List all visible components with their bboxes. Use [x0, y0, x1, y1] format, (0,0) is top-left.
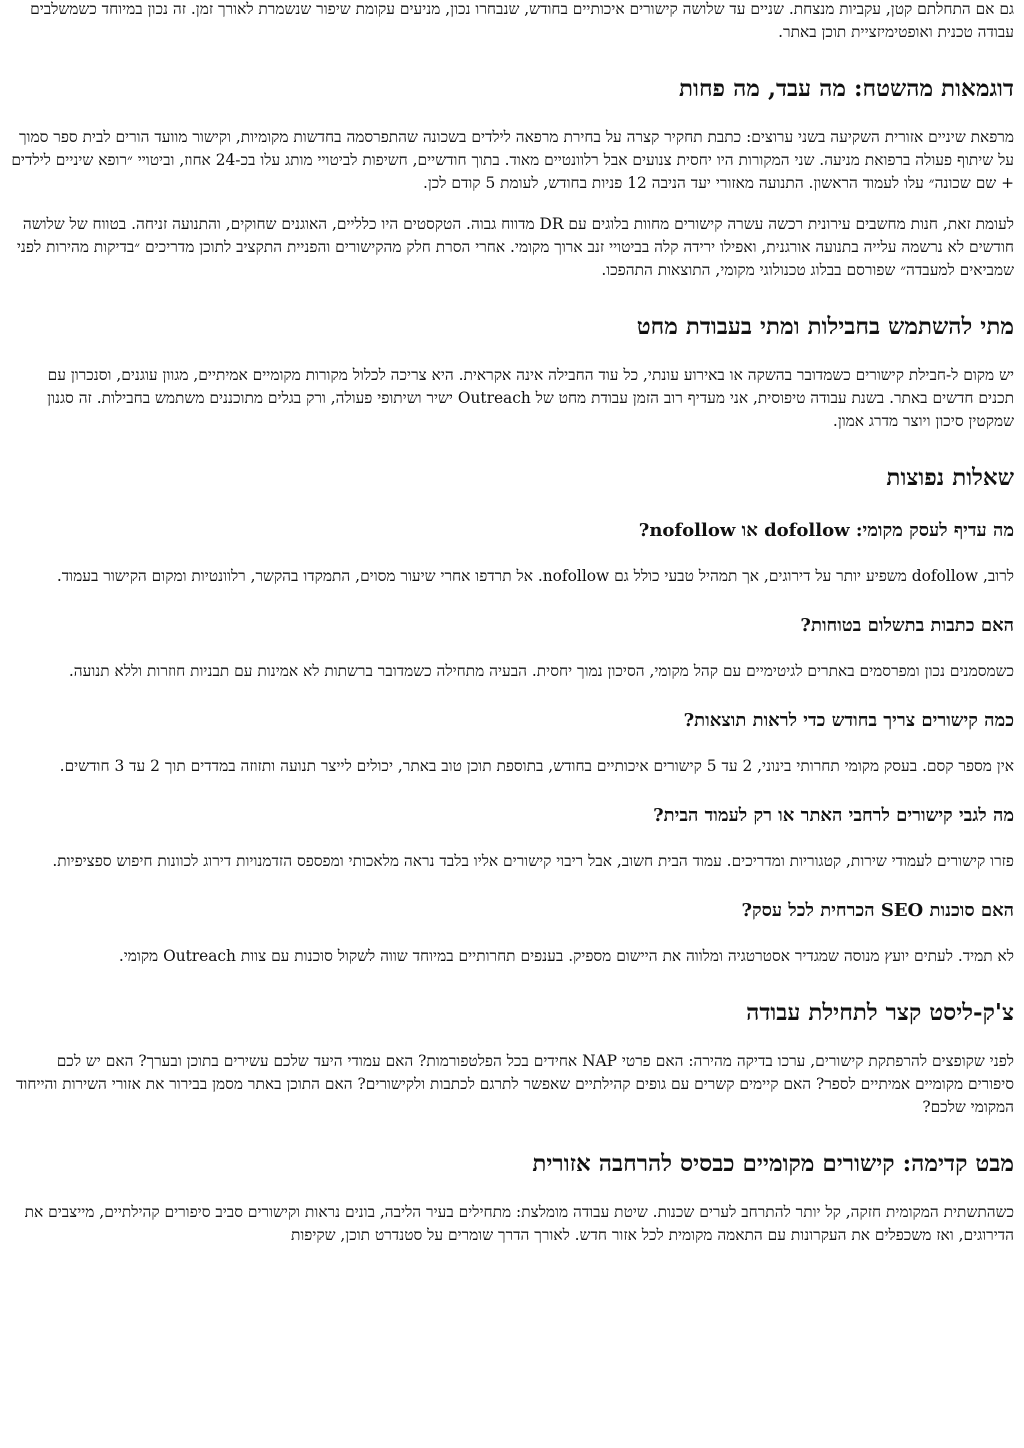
faq-answer-4: פזרו קישורים לעמודי שירות, קטגוריות ומדריכים. עמוד הבית חשוב, אבל ריבוי קישורים אליו בלבד נראה מלאכותי ומפספס הזדמנויות דירוג לכוונות חיפוש ספציפיות. — [52, 852, 1014, 870]
checklist-paragraph: לפני שקופצים להרפתקת קישורים, ערכו בדיקה מהירה: האם פרטי NAP אחידים בכל הפלטפורמות? האם עמודי היעד שלכם עשירים בתוכן ובערך? האם יש לכם סיפורים מקומיים אמיתיים לספר? האם קיימים קשרים עם גופים קהילתיים שאפשר לתרגם לכתבות ולקישורים? האם התוכן באתר מסמן בבירור את אזורי השירות והייחוד המקומי שלכם? — [16, 1052, 1014, 1116]
faq-question-5: האם סוכנות SEO הכרחית לכל עסק? — [741, 900, 1014, 921]
faq-question-2: האם כתבות בתשלום בטוחות? — [800, 615, 1014, 636]
outlook-paragraph: כשהתשתית המקומית חזקה, קל יותר להתרחב לערים שכנות. שיטת עבודה מומלצת: מתחילים בעיר הליבה, בונים נראות וקישורים סביב סיפורים קהילתיים, מייצבים את הדירוגים, ואז משכפלים את העקרונות עם התאמה מקומית לכל אזור חדש. לאורך הדרך שומרים על סטנדרט תוכן, שקיפות — [24, 1203, 1014, 1244]
faq-question-4: מה לגבי קישורים לרחבי האתר או רק לעמוד הבית? — [653, 805, 1014, 826]
article — [10, 0, 1014, 1247]
faq-question-1: מה עדיף לעסק מקומי: dofollow או nofollow? — [638, 520, 1014, 541]
faq-answer-3: אין מספר קסם. בעסק מקומי תחרותי בינוני, 2 עד 5 קישורים איכותיים בחודש, בתוספת תוכן טוב באתר, יכולים לייצר תנועה ותזוזה במדדים תוך 2 עד 3 חודשים. — [59, 757, 1014, 775]
examples-paragraph-2: לעומת זאת, חנות מחשבים עירונית רכשה עשרה קישורים מחוות בלוגים עם DR מדווח גבוה. הטקסטים היו כלליים, האוגנים שחוקים, והתנועה זניחה. בטווח של שלושה חודשים לא נרשמה עלייה בתנועה אורגנית, ואפילו ירידה קלה בביטויי זנב ארוך מקומי. אחרי הסרת חלק מהקישורים והפניית התקציב לתוכן מדריכים ״בדיקות מהירות לפני שמביאים למעבדה״ שפורסם בבלוג טכנולוגי מקומי, התוצאות התהפכו. — [16, 215, 1014, 279]
faq-answer-1: לרוב, dofollow משפיע יותר על דירוגים, אך תמהיל טבעי כולל גם nofollow. אל תרדפו אחרי שיעור מסוים, התמקדו בהקשר, רלוונטיות ומקום הקישור בעמוד. — [56, 567, 1014, 585]
faq-question-3: כמה קישורים צריך בחודש כדי לראות תוצאות? — [683, 710, 1014, 731]
section-heading-when: מתי להשתמש בחבילות ומתי בעבודת מחט — [636, 313, 1014, 340]
when-paragraph: יש מקום ל-חבילת קישורים כשמדובר בהשקה או באירוע עונתי, כל עוד החבילה אינה אקראית. היא צריכה לכלול מקורות מקומיים אמיתיים, מגוון עוגנים, וסנכרון עם תכנים חדשים באתר. בשנת עבודה טיפוסית, אני מעדיף רוב הזמן עבודת מחט של Outreach ישיר ושיתופי פעולה, ורק בגלים מתוכננים משתמש בחבילות. זה סגנון שמקטין סיכון ויוצר מדרג אמון. — [47, 366, 1014, 430]
section-heading-checklist: צ'ק-ליסט קצר לתחילת עבודה — [746, 999, 1014, 1026]
section-heading-examples: דוגמאות מהשטח: מה עבד, מה פחות — [679, 75, 1014, 102]
intro-paragraph: גם אם התחלתם קטן, עקביות מנצחת. שניים עד שלושה קישורים איכותיים בחודש, שנבחרו נכון, מניעים עקומת שיפור שנשמרת לאורך זמן. זה נכון במיוחד כשמשלבים עבודה טכנית ואופטימיזציית תוכן באתר. — [30, 0, 1014, 41]
section-heading-faq: שאלות נפוצות — [886, 464, 1014, 491]
faq-answer-5: לא תמיד. לעתים יועץ מנוסה שמגדיר אסטרטגיה ומלווה את היישום מספיק. בענפים תחרותיים במיוחד שווה לשקול סוכנות עם צוות Outreach מקומי. — [118, 947, 1014, 965]
faq-answer-2: כשמסמנים נכון ומפרסמים באתרים לגיטימיים עם קהל מקומי, הסיכון נמוך יחסית. הבעיה מתחילה כשמדובר ברשתות לא אמינות עם תבניות חוזרות וללא תנועה. — [68, 662, 1014, 680]
examples-paragraph-1: מרפאת שיניים אזורית השקיעה בשני ערוצים: כתבת תחקיר קצרה על בחירת מרפאה לילדים בשכונה שהתפרסמה בחדשות מקומיות, וקישור מוועד הורים לבית ספר סמוך על שיתוף פעולה ברפואת מניעה. שני המקורות היו יחסית צנועים אבל רלוונטיים מאוד. בתוך חודשיים, חשיפות לביטויי מותג עלו בכ-24 אחוז, וביטויי ״רופא שיניים לילדים + שם שכונה״ עלו לעמוד הראשון. התנועה מאזורי יעד הניבה 12 פניות בחודש, לעומת 5 קודם לכן. — [11, 128, 1014, 192]
section-heading-outlook: מבט קדימה: קישורים מקומיים כבסיס להרחבה אזורית — [532, 1150, 1014, 1177]
